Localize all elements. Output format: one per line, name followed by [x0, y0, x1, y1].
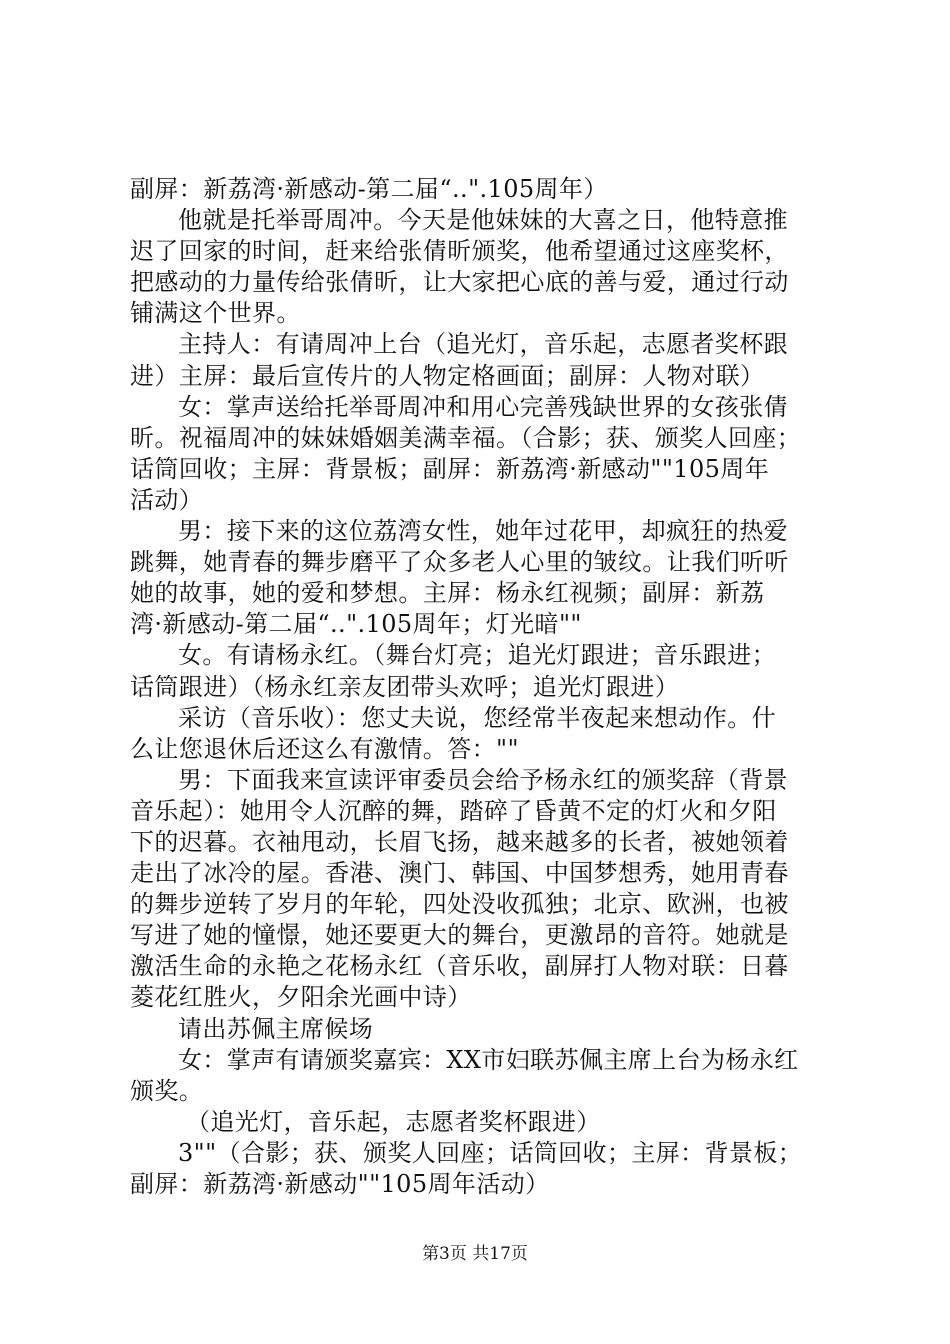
text-line: 把感动的力量传给张倩昕，让大家把心底的善与爱，通过行动 — [130, 268, 789, 297]
text-line: 副屏：新荔湾·新感动""105周年活动） — [130, 1170, 550, 1198]
text-line: 走出了冰冷的屋。香港、澳门、韩国、中国梦想秀，她用青春 — [130, 859, 789, 888]
text-line: 男：下面我来宣读评审委员会给予杨永红的颁奖辞（背景 — [178, 765, 788, 794]
text-line: 活动） — [130, 485, 204, 514]
text-line: 跳舞，她青春的舞步磨平了众多老人心里的皱纹。让我们听听 — [130, 548, 789, 577]
text-line: 女。有请杨永红。（舞台灯亮；追光灯跟进；音乐跟进； — [178, 641, 776, 670]
text-line: 音乐起）：她用令人沉醉的舞，踏碎了昏黄不定的灯火和夕阳 — [130, 796, 777, 825]
text-line: 女：掌声有请颁奖嘉宾：XX市妇联苏佩主席上台为杨永红 — [178, 1045, 799, 1074]
text-line: 的舞步逆转了岁月的年轮，四处没收孤独；北京、欧洲，也被 — [130, 890, 789, 919]
text-line: 么让您退休后还这么有激情。答："" — [130, 734, 519, 763]
text-line: 菱花红胜火，夕阳余光画中诗） — [130, 983, 472, 1012]
text-line: 3""（合影；获、颁奖人回座；话筒回收；主屏：背景板； — [178, 1138, 803, 1167]
text-line: 男：接下来的这位荔湾女性，她年过花甲，却疯狂的热爱 — [178, 517, 788, 546]
text-line: 铺满这个世界。 — [130, 299, 301, 328]
text-line: 采访（音乐收）：您丈夫说，您经常半夜起来想动作。什 — [178, 703, 776, 732]
text-line: 颁奖。 — [130, 1076, 204, 1105]
text-line: 请出苏佩主席候场 — [178, 1014, 374, 1043]
text-line: 昕。祝福周冲的妹妹婚姻美满幸福。（合影；获、颁奖人回座； — [130, 423, 802, 452]
text-line: 主持人：有请周冲上台（追光灯，音乐起，志愿者奖杯跟 — [178, 330, 788, 359]
text-line: 迟了回家的时间，赶来给张倩昕颁奖，他希望通过这座奖杯， — [130, 237, 789, 266]
text-line: 写进了她的憧憬，她还要更大的舞台，更激昂的音符。她就是 — [130, 921, 789, 950]
document-body — [130, 174, 830, 1200]
text-line: 她的故事，她的爱和梦想。主屏：杨永红视频；副屏：新荔 — [130, 579, 765, 608]
text-line: 湾·新感动-第二届“..".105周年；灯光暗"" — [130, 610, 582, 639]
text-line: 女：掌声送给托举哥周冲和用心完善残缺世界的女孩张倩 — [178, 392, 788, 421]
text-line: 进）主屏：最后宣传片的人物定格画面；副屏：人物对联） — [130, 361, 765, 390]
text-line: （追光灯，音乐起，志愿者奖杯跟进） — [186, 1107, 601, 1136]
page-footer: 第3页 共17页 — [422, 1244, 528, 1264]
text-line: 话筒回收；主屏：背景板；副屏：新荔湾·新感动""105周年 — [130, 454, 770, 483]
text-line: 副屏：新荔湾·新感动-第二届“..".105周年） — [130, 175, 608, 203]
text-line: 激活生命的永艳之花杨永红（音乐收，副屏打人物对联：日暮 — [130, 952, 789, 981]
text-line: 他就是托举哥周冲。今天是他妹妹的大喜之日，他特意推 — [178, 206, 788, 235]
text-line: 话筒跟进）（杨永红亲友团带头欢呼；追光灯跟进） — [130, 672, 680, 701]
text-line: 下的迟暮。衣袖甩动，长眉飞扬，越来越多的长者，被她领着 — [130, 827, 789, 856]
